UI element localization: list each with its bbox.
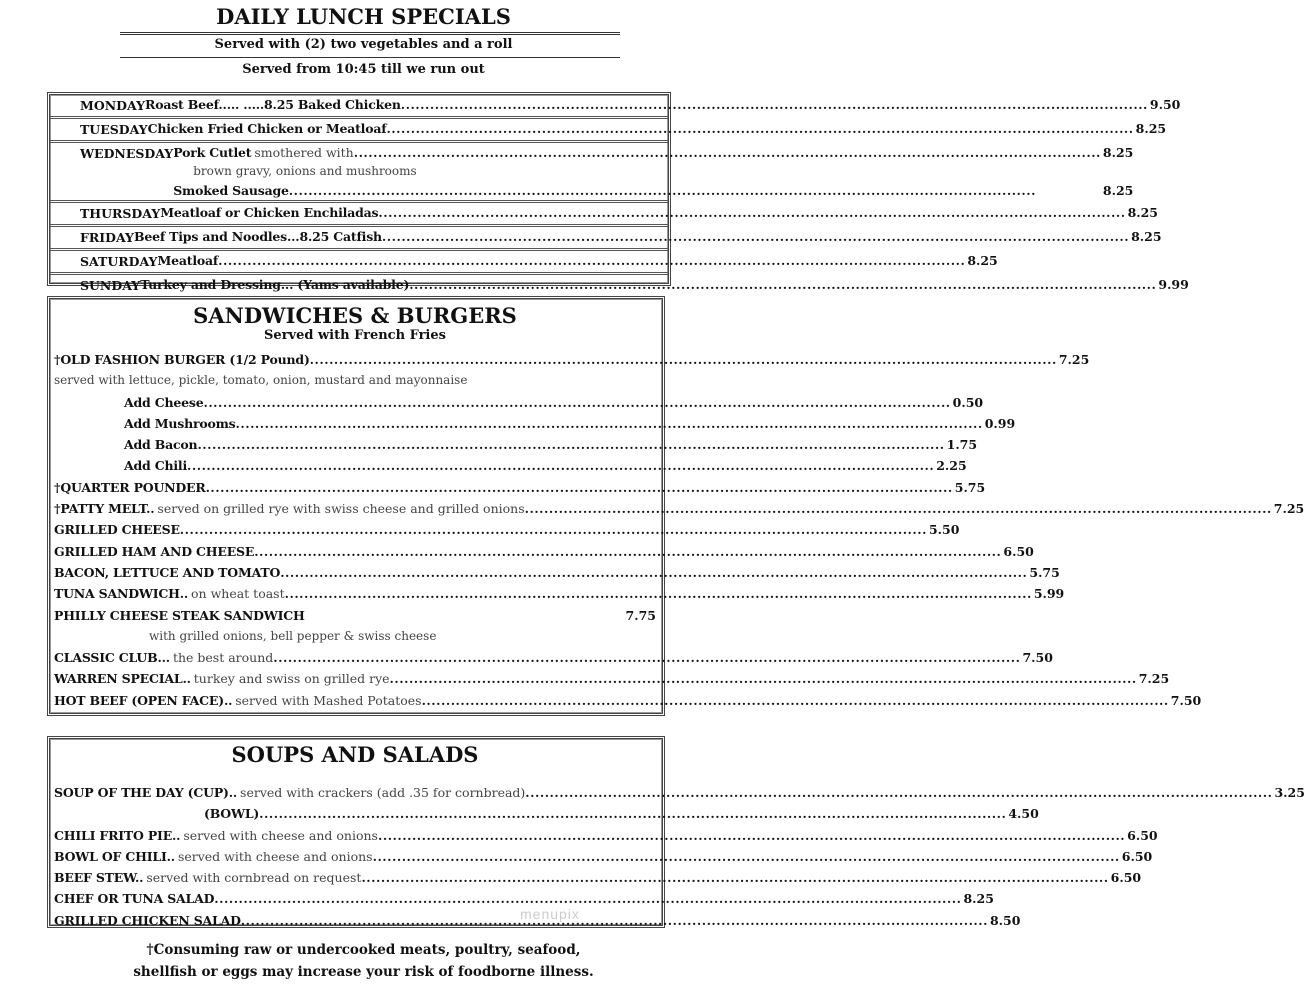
lunch-specials-box <box>47 92 1189 293</box>
dot-leader <box>525 498 1272 519</box>
item-price: 6.50 <box>1127 827 1158 843</box>
dot-leader <box>382 227 1129 246</box>
item-price: 4.50 <box>1008 806 1039 822</box>
lunch-day-row <box>50 95 1181 119</box>
item-description: served with cheese and onions <box>183 827 378 843</box>
dot-leader <box>241 910 988 931</box>
dot-leader <box>525 782 1272 803</box>
dot-leader <box>378 825 1125 846</box>
item-price: 8.25 <box>1127 205 1159 220</box>
item-name: Turkey and Dressing... (Yams available) <box>140 277 410 292</box>
item-price: 5.50 <box>928 522 960 538</box>
item-price: 7.50 <box>1170 692 1202 708</box>
item-name: GRILLED CHICKEN SALAD <box>54 912 241 928</box>
item-name: TUNA SANDWICH.. <box>54 586 189 602</box>
day-label: WEDNESDAY <box>80 146 174 161</box>
dot-leader <box>310 349 1057 370</box>
dot-leader <box>214 888 961 909</box>
dot-leader <box>354 143 1101 162</box>
item-description: served with crackers (add .35 for cornbread) <box>240 785 526 800</box>
menu-item <box>54 825 1158 846</box>
item-name: HOT BEEF (OPEN FACE).. <box>54 692 233 708</box>
description-text: with grilled onions, bell pepper & swiss cheese <box>149 628 437 643</box>
item-price: 7.25 <box>1273 501 1305 517</box>
item-name: (BOWL) <box>204 806 260 822</box>
lunch-day-row <box>50 143 1134 203</box>
lunch-day-row <box>50 251 998 275</box>
item-price: 1.75 <box>946 437 978 453</box>
dot-leader <box>259 803 1006 824</box>
item-price: 9.50 <box>1149 97 1181 112</box>
item-price: 5.75 <box>954 479 986 495</box>
menu-item <box>140 275 1189 294</box>
footer-warning-1: †Consuming raw or undercooked meats, poultry, seafood, <box>146 942 581 958</box>
item-name: PHILLY CHEESE STEAK SANDWICH <box>54 607 305 623</box>
item-price: 8.25 <box>1102 145 1134 160</box>
menu-item <box>54 562 1060 583</box>
dot-leader <box>378 203 1125 222</box>
dot-leader <box>285 583 1032 604</box>
item-name: CHEF OR TUNA SALAD <box>54 891 215 907</box>
dot-leader <box>361 867 1108 888</box>
item-description: served with cornbread on request <box>146 870 362 886</box>
soups-box <box>47 736 1305 928</box>
item-description <box>54 626 656 647</box>
item-price: 5.99 <box>1033 586 1065 602</box>
item-price: 0.99 <box>984 415 1016 431</box>
lunch-day-row <box>50 119 1167 143</box>
menu-item <box>148 119 1166 138</box>
day-label: TUESDAY <box>80 122 148 137</box>
menu-item <box>54 803 1039 824</box>
item-price: 8.25 <box>1131 229 1162 244</box>
item-name: GRILLED CHEESE <box>54 522 180 538</box>
item-description: on wheat toast <box>191 586 285 602</box>
item-description: smothered with <box>254 145 354 160</box>
section-subtitle: Served with French Fries <box>264 328 446 343</box>
item-name: Pork Cutlet <box>173 145 252 160</box>
item-name: Meatloaf or Chicken Enchiladas <box>160 205 379 220</box>
item-description: turkey and swiss on grilled rye <box>193 671 390 687</box>
item-name: Add Cheese <box>124 394 204 410</box>
day-label: THURSDAY <box>80 206 161 221</box>
menu-item <box>54 477 986 498</box>
item-price: 9.99 <box>1158 277 1189 292</box>
item-price: 8.25 <box>1102 183 1134 198</box>
item-description <box>173 162 1133 181</box>
menu-item <box>54 392 984 413</box>
item-price: 5.75 <box>1029 564 1060 580</box>
menu-item <box>54 668 1170 689</box>
description-text: served with lettuce, pickle, tomato, onion, mustard and mayonnaise <box>54 373 468 388</box>
dot-leader <box>390 668 1137 689</box>
dot-leader <box>273 647 1020 668</box>
item-description: the best around <box>172 650 274 666</box>
day-label: MONDAY <box>80 98 145 113</box>
menu-item <box>54 605 656 626</box>
item-price: 8.25 <box>967 253 998 268</box>
item-price: 8.25 <box>963 891 994 907</box>
item-name: Add Bacon <box>124 437 198 453</box>
menu-item <box>54 455 967 476</box>
item-name: GRILLED HAM AND CHEESE <box>54 543 255 559</box>
menu-item <box>54 413 1016 434</box>
item-name: Add Mushrooms <box>124 415 236 431</box>
item-name: BOWL OF CHILI.. <box>54 848 175 864</box>
item-name: CHILI FRITO PIE.. <box>54 827 181 843</box>
lunch-day-row <box>50 227 1162 251</box>
footer-warning-2: shellfish or eggs may increase your risk of foodborne illness. <box>133 964 594 980</box>
menu-item <box>173 143 1133 162</box>
menu-item <box>54 867 1142 888</box>
menu-item <box>173 181 1133 200</box>
dot-leader <box>206 477 953 498</box>
item-price: 6.50 <box>1121 848 1153 864</box>
served-from-note: Served from 10:45 till we run out <box>242 62 485 77</box>
day-label: FRIDAY <box>80 230 134 245</box>
item-price: 6.50 <box>1110 870 1142 886</box>
dot-leader <box>409 275 1156 294</box>
item-name: BACON, LETTUCE AND TOMATO <box>54 564 281 580</box>
menu-item <box>54 349 1090 370</box>
menu-item <box>54 541 1034 562</box>
item-price: 7.75 <box>625 607 656 623</box>
item-name: Beef Tips and Noodles...8.25 Catfish <box>133 229 382 244</box>
item-price: 8.50 <box>989 912 1021 928</box>
item-name: Add Chili <box>124 458 188 474</box>
menu-item <box>54 690 1202 711</box>
day-label: SUNDAY <box>80 278 141 293</box>
dot-leader <box>197 434 944 455</box>
menu-item <box>54 498 1305 519</box>
watermark: menupix <box>520 906 580 922</box>
item-name: Smoked Sausage <box>173 183 289 198</box>
item-price: 2.25 <box>936 458 967 474</box>
menu-item <box>54 519 960 540</box>
item-description: served on grilled rye with swiss cheese and grilled onions <box>157 501 525 517</box>
dot-leader <box>386 119 1133 138</box>
dot-leader <box>180 519 927 540</box>
divider <box>120 57 620 58</box>
item-price: 8.25 <box>1135 121 1167 136</box>
dot-leader <box>254 541 1001 562</box>
item-price: 6.50 <box>1003 543 1034 559</box>
menu-item <box>157 251 997 270</box>
dot-leader <box>280 562 1027 583</box>
item-name: Meatloaf <box>157 253 219 268</box>
dot-leader <box>289 181 1101 200</box>
section-title: SOUPS AND SALADS <box>231 742 479 767</box>
divider <box>120 32 620 35</box>
dot-leader <box>203 392 950 413</box>
item-name: CLASSIC CLUB... <box>54 650 170 666</box>
lunch-day-row <box>50 203 1159 227</box>
item-price: 0.50 <box>952 394 984 410</box>
lunch-day-row <box>50 275 1189 296</box>
item-price: 7.50 <box>1022 650 1053 666</box>
item-description <box>54 370 656 391</box>
day-label: SATURDAY <box>80 254 158 269</box>
section-title: SANDWICHES & BURGERS <box>193 303 517 328</box>
dot-leader <box>401 95 1148 114</box>
page-title: DAILY LUNCH SPECIALS <box>216 4 511 29</box>
item-name: SOUP OF THE DAY (CUP).. <box>54 785 238 800</box>
menu-item <box>145 95 1180 114</box>
menu-item <box>160 203 1158 222</box>
sandwiches-box <box>47 296 1305 716</box>
item-name: WARREN SPECIAL.. <box>54 671 191 687</box>
item-price: 3.25 <box>1274 785 1305 800</box>
menu-item <box>54 583 1065 604</box>
item-name: Roast Beef..... .....8.25 Baked Chicken <box>145 97 401 112</box>
menu-item <box>54 647 1053 668</box>
item-name: †OLD FASHION BURGER (1/2 Pound) <box>54 352 310 367</box>
item-price: 7.25 <box>1138 671 1170 687</box>
menu-item <box>54 846 1153 867</box>
dot-leader <box>187 455 934 476</box>
dot-leader <box>373 846 1120 867</box>
item-description: served with Mashed Potatoes <box>235 692 422 708</box>
item-name: †QUARTER POUNDER <box>54 479 206 495</box>
dot-leader <box>236 413 983 434</box>
item-name: BEEF STEW.. <box>54 870 144 886</box>
dot-leader <box>218 251 965 270</box>
item-description: served with cheese and onions <box>177 848 373 864</box>
menu-item <box>54 434 978 455</box>
item-price: 7.25 <box>1058 352 1090 367</box>
description-text: brown gravy, onions and mushrooms <box>193 164 417 178</box>
menu-item <box>54 782 1305 803</box>
menu-item <box>134 227 1162 246</box>
item-name: †PATTY MELT.. <box>54 501 155 517</box>
served-with-note: Served with (2) two vegetables and a roll <box>214 37 513 52</box>
dot-leader <box>422 690 1169 711</box>
item-name: Chicken Fried Chicken or Meatloaf <box>147 121 387 136</box>
